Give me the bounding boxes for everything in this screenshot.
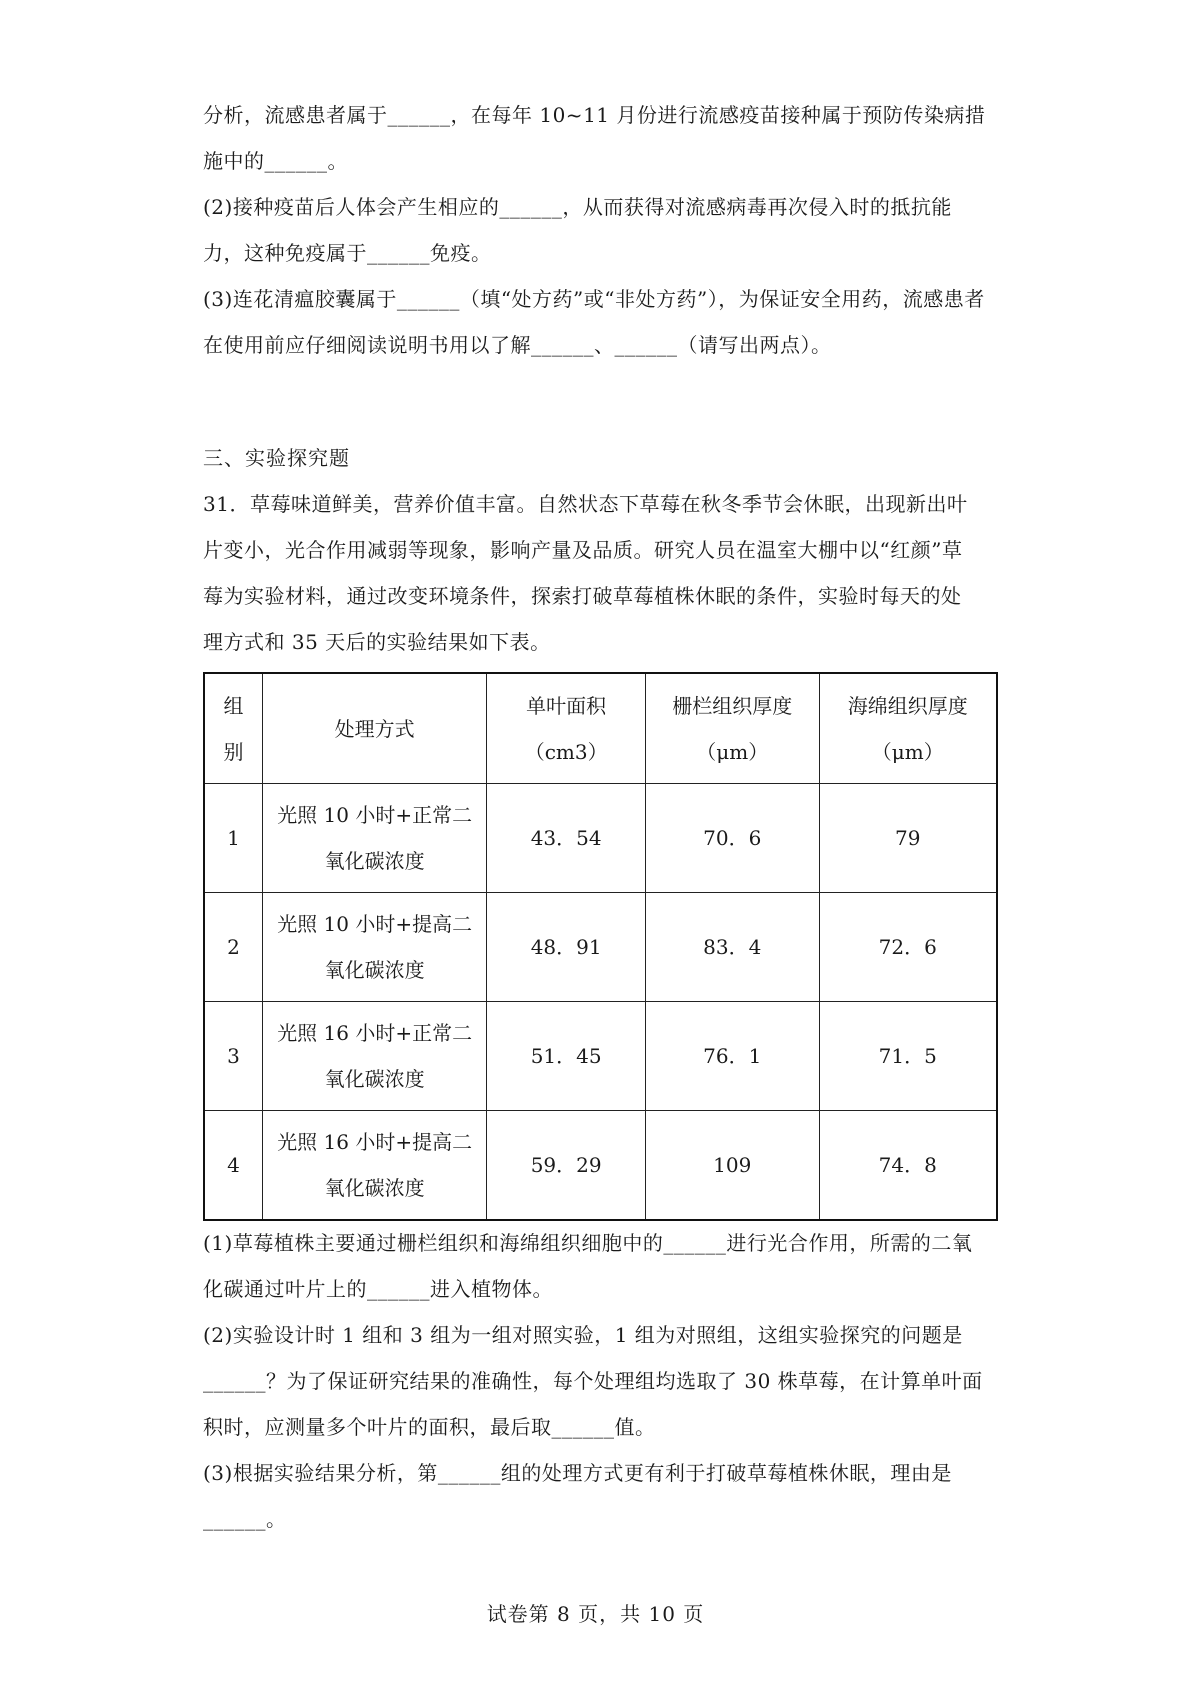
cell-spongy: 79 (819, 784, 997, 893)
cell-treatment (262, 1002, 486, 1111)
text-line: ______？为了保证研究结果的准确性，每个处理组均选取了 30 株草莓，在计算单叶面 (203, 1369, 983, 1393)
page-footer: 试卷第 8 页，共 10 页 (486, 1602, 705, 1626)
header-treatment: 处理方式 (262, 673, 486, 784)
header-text: 别 (223, 739, 244, 764)
text-line: (2)实验设计时 1 组和 3 组为一组对照实验，1 组为对照组，这组实验探究的问题是 (203, 1323, 963, 1347)
cell-text: 光照 10 小时+正常二 (277, 803, 473, 827)
cell-palisade: 109 (645, 1111, 819, 1221)
cell-spongy: 72．6 (819, 893, 997, 1002)
text-line: 理方式和 35 天后的实验结果如下表。 (203, 630, 551, 654)
cell-leaf-area: 43．54 (487, 784, 646, 893)
text-line: 力，这种免疫属于______免疫。 (203, 241, 492, 265)
text-line: 在使用前应仔细阅读说明书用以了解______、______（请写出两点）。 (203, 333, 832, 357)
question-31-subquestions (203, 1220, 1003, 1542)
table-row (204, 1002, 997, 1111)
cell-group: 4 (204, 1111, 262, 1221)
cell-text: 氧化碳浓度 (324, 958, 425, 982)
cell-treatment (262, 784, 486, 893)
cell-leaf-area: 48．91 (487, 893, 646, 1002)
cell-leaf-area: 51．45 (487, 1002, 646, 1111)
text-line: ______。 (203, 1507, 287, 1531)
cell-spongy: 71．5 (819, 1002, 997, 1111)
table-row (204, 893, 997, 1002)
section-heading: 三、实验探究题 (203, 446, 350, 470)
text-line: 片变小，光合作用减弱等现象，影响产量及品质。研究人员在温室大棚中以“红颜”草 (203, 538, 963, 562)
cell-group: 2 (204, 893, 262, 1002)
header-text: 组 (223, 693, 244, 718)
header-text: 单叶面积 (526, 693, 607, 718)
text-line: 施中的______。 (203, 149, 348, 173)
table-header-row (204, 673, 997, 784)
text-line: (3)根据实验结果分析，第______组的处理方式更有利于打破草莓植株休眠，理由是 (203, 1461, 952, 1485)
header-spongy-thickness (819, 673, 997, 784)
header-text: 栅栏组织厚度 (672, 693, 793, 718)
question-31-stem (203, 481, 1003, 665)
header-unit: （cm3） (524, 739, 608, 764)
cell-palisade: 76．1 (645, 1002, 819, 1111)
cell-leaf-area: 59．29 (487, 1111, 646, 1221)
text-line: (3)连花清瘟胶囊属于______（填“处方药”或“非处方药”），为保证安全用药，流感患者 (203, 287, 985, 311)
cell-treatment (262, 893, 486, 1002)
table-row (204, 784, 997, 893)
experiment-results-table (203, 672, 998, 1221)
header-text: 海绵组织厚度 (847, 693, 968, 718)
text-line: 分析，流感患者属于______，在每年 10~11 月份进行流感疫苗接种属于预防传染病措 (203, 103, 986, 127)
header-palisade-thickness (645, 673, 819, 784)
cell-treatment (262, 1111, 486, 1221)
cell-palisade: 70．6 (645, 784, 819, 893)
text-line: 积时，应测量多个叶片的面积，最后取______值。 (203, 1415, 656, 1439)
cell-text: 光照 10 小时+提高二 (277, 912, 473, 936)
header-group (204, 673, 262, 784)
text-line: (1)草莓植株主要通过栅栏组织和海绵组织细胞中的______进行光合作用，所需的二氧 (203, 1231, 973, 1255)
cell-group: 3 (204, 1002, 262, 1111)
header-unit: （μm） (696, 739, 769, 764)
header-unit: （μm） (871, 739, 944, 764)
cell-group: 1 (204, 784, 262, 893)
text-line: 31．草莓味道鲜美，营养价值丰富。自然状态下草莓在秋冬季节会休眠，出现新出叶 (203, 492, 968, 516)
cell-text: 氧化碳浓度 (324, 1067, 425, 1091)
cell-text: 氧化碳浓度 (324, 849, 425, 873)
text-line: 化碳通过叶片上的______进入植物体。 (203, 1277, 553, 1301)
cell-text: 氧化碳浓度 (324, 1176, 425, 1200)
text-line: (2)接种疫苗后人体会产生相应的______，从而获得对流感病毒再次侵入时的抵抗能 (203, 195, 952, 219)
table-row (204, 1111, 997, 1221)
cell-text: 光照 16 小时+提高二 (277, 1130, 473, 1154)
header-leaf-area (487, 673, 646, 784)
text-line: 莓为实验材料，通过改变环境条件，探索打破草莓植株休眠的条件，实验时每天的处 (203, 584, 962, 608)
question-30-continuation (203, 92, 1003, 368)
cell-palisade: 83．4 (645, 893, 819, 1002)
cell-text: 光照 16 小时+正常二 (277, 1021, 473, 1045)
cell-spongy: 74．8 (819, 1111, 997, 1221)
